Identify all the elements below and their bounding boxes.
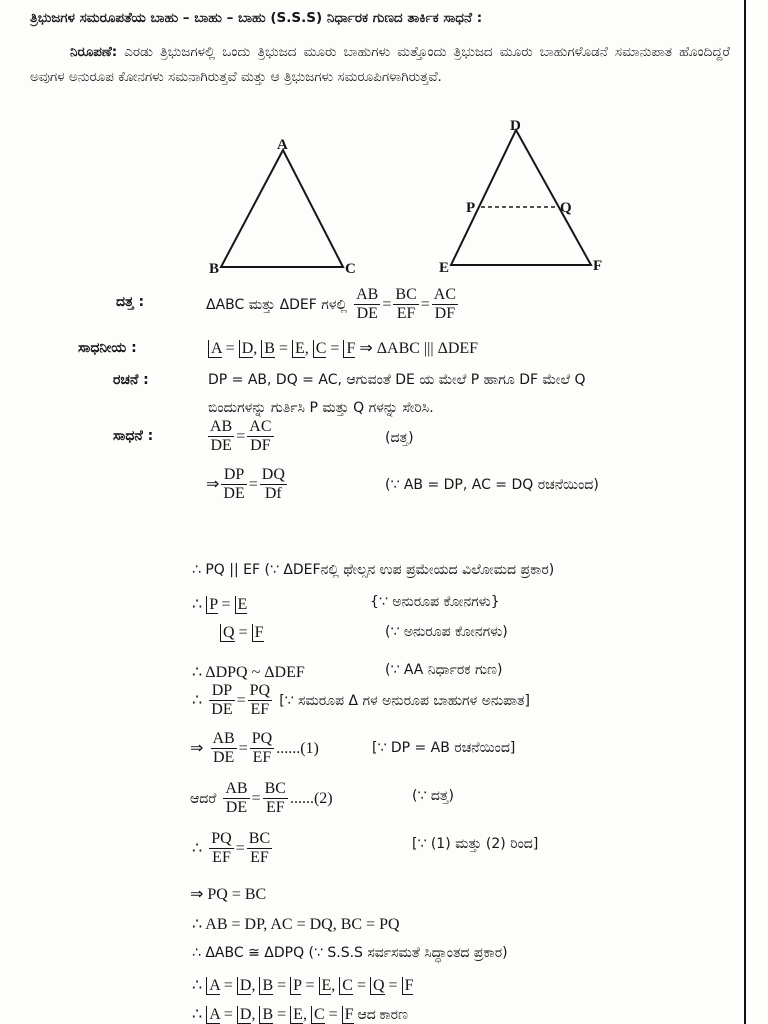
fraction: $\frac{AB}{DE}$ bbox=[212, 730, 235, 766]
fraction: $\frac{AB}{DE}$ bbox=[356, 286, 379, 322]
triangle-abc bbox=[209, 137, 356, 277]
point-p: P bbox=[466, 200, 476, 216]
given-label: ದತ್ತ : bbox=[116, 294, 145, 310]
fraction: $\frac{AC}{DF}$ bbox=[433, 286, 456, 322]
proof-step-4-reason: {∵ ಅನುರೂಪ ಕೋನಗಳು} bbox=[370, 594, 500, 610]
proof-step-6-reason: (∵ AA ನಿರ್ಧಾರಕ ಗುಣ) bbox=[385, 662, 503, 678]
statement-text: ಎರಡು ತ್ರಿಭುಜಗಳಲ್ಲಿ ಒಂದು ತ್ರಿಭುಜದ ಮೂರು ಬಾಹುಗಳು ಮತ್ತೊಂದು ತ್ರಿಭುಜದ ಮೂರು ಬಾಹುಗಳೊಡನೆ ಸಮಾನುಪಾತ ಹೊಂದಿದ್ದರೆ ಅವುಗಳ ಅನುರೂಪ ಕೋನಗಳು ಸಮನಾಗಿರುತ್ತವೆ ಮತ್ತು ಆ ತ್ರಿಭುಜಗಳು ಸಮರೂಪಿಗಳಾಗಿರುತ್ತವೆ. bbox=[30, 44, 730, 85]
proof-step-5: Q = F bbox=[220, 624, 264, 642]
given-text: ΔABC ಮತ್ತು ΔDEF ಗಳಲ್ಲಿ bbox=[206, 297, 348, 313]
fraction: $\frac{DP}{DE}$ bbox=[211, 682, 233, 718]
proof-step-2: ⇒ $\frac{DP}{DE}$ = $\frac{DQ}{Df}$ bbox=[206, 466, 285, 502]
proof-step-15: ∴ A = D, B = E, C = F ಆದ ಕಾರಣ bbox=[192, 1006, 408, 1023]
triangle-def bbox=[439, 118, 602, 276]
proof-step-7: ∴ $\frac{DP}{DE}$ = $\frac{PQ}{EF}$ [∵ ಸಮರೂಪ Δ ಗಳ ಅನುರೂಪ ಬಾಹುಗಳ ಅನುಪಾತ] bbox=[192, 682, 530, 718]
fraction: $\frac{DP}{DE}$ bbox=[223, 466, 245, 502]
statement-label: ನಿರೂಪಣೆ: bbox=[70, 44, 118, 60]
fraction: $\frac{AC}{DF}$ bbox=[249, 418, 272, 454]
vertex-d: D bbox=[510, 118, 521, 134]
given-line: ΔABC ಮತ್ತು ΔDEF ಗಳಲ್ಲಿ $\frac{AB}{DE}$ = $\frac{BC}{EF}$ = $\frac{AC}{DF}$ bbox=[206, 286, 456, 322]
proof-step-1-reason: (ದತ್ತ) bbox=[385, 430, 414, 446]
proof-step-8-reason: [∵ DP = AB ರಚನೆಯಿಂದ] bbox=[372, 740, 516, 756]
proof-step-6: ∴ ΔDPQ ~ ΔDEF bbox=[192, 664, 305, 681]
theorem-heading: ತ್ರಿಭುಜಗಳ ಸಮರೂಪತೆಯ ಬಾಹು – ಬಾಹು – ಬಾಹು (S.S.S) ನಿರ್ಧಾರಕ ಗುಣದ ತಾರ್ಕಿಕ ಸಾಧನೆ : bbox=[30, 10, 483, 26]
construction-line-1: DP = AB, DQ = AC, ಆಗುವಂತೆ DE ಯ ಮೇಲೆ P ಹಾಗೂ DF ಮೇಲೆ Q bbox=[208, 372, 586, 388]
proof-step-12: ∴ AB = DP, AC = DQ, BC = PQ bbox=[192, 916, 400, 933]
triangles-figure bbox=[0, 0, 768, 290]
to-prove-line: A = D, B = E, C = F ⇒ ΔABC ||| ΔDEF bbox=[208, 338, 478, 358]
vertex-b: B bbox=[209, 261, 220, 277]
fraction: $\frac{AB}{DE}$ bbox=[210, 418, 233, 454]
fraction: $\frac{BC}{EF}$ bbox=[264, 780, 286, 816]
point-q: Q bbox=[560, 200, 572, 216]
fraction: $\frac{DQ}{Df}$ bbox=[261, 466, 285, 502]
fraction: $\frac{BC}{EF}$ bbox=[248, 830, 271, 866]
construction-line-2: ಬಿಂದುಗಳನ್ನು ಗುರ್ತಿಸಿ P ಮತ್ತು Q ಗಳನ್ನು ಸೇರಿಸಿ. bbox=[208, 400, 434, 416]
proof-step-9-reason: (∵ ದತ್ತ) bbox=[412, 788, 454, 804]
construction-label: ರಚನೆ : bbox=[113, 372, 149, 388]
proof-step-14: ∴ A = D, B = P = E, C = Q = F bbox=[192, 977, 414, 994]
fraction: $\frac{AB}{DE}$ bbox=[225, 780, 248, 816]
proof-step-13: ∴ ΔABC ≅ ΔDPQ (∵ S.S.S ಸರ್ವಸಮತೆ ಸಿದ್ಧಾಂತದ ಪ್ರಕಾರ) bbox=[192, 945, 508, 961]
proof-step-10: ∴ $\frac{PQ}{EF}$ = $\frac{BC}{EF}$ bbox=[192, 830, 271, 866]
vertex-c: C bbox=[345, 261, 356, 277]
proof-step-3: ∴ PQ || EF (∵ ΔDEFನಲ್ಲಿ ಥೇಲ್ಸನ ಉಪ ಪ್ರಮೇಯದ ವಿಲೋಮದ ಪ್ರಕಾರ) bbox=[192, 562, 555, 578]
to-prove-label: ಸಾಧನೀಯ : bbox=[78, 340, 137, 356]
proof-step-10-reason: [∵ (1) ಮತ್ತು (2) ರಿಂದ] bbox=[412, 836, 539, 852]
proof-step-8: ⇒ $\frac{AB}{DE}$ = $\frac{PQ}{EF}$ ......(1) bbox=[190, 730, 319, 766]
proof-step-5-reason: (∵ ಅನುರೂಪ ಕೋನಗಳು) bbox=[385, 624, 508, 640]
fraction: $\frac{PQ}{EF}$ bbox=[211, 830, 232, 866]
proof-step-11: ⇒ PQ = BC bbox=[190, 886, 267, 903]
vertex-f: F bbox=[593, 258, 603, 274]
proof-step-9: ಆದರೆ $\frac{AB}{DE}$ = $\frac{BC}{EF}$ ......(2) bbox=[190, 780, 333, 816]
proof-step-4: ∴ P = E bbox=[192, 596, 248, 613]
vertex-a: A bbox=[277, 137, 288, 153]
fraction: $\frac{PQ}{EF}$ bbox=[249, 682, 271, 718]
fraction: $\frac{PQ}{EF}$ bbox=[251, 730, 273, 766]
proof-label: ಸಾಧನೆ : bbox=[113, 428, 154, 444]
proof-step-1: $\frac{AB}{DE}$ = $\frac{AC}{DF}$ bbox=[210, 418, 272, 454]
vertex-e: E bbox=[439, 260, 450, 276]
fraction: $\frac{BC}{EF}$ bbox=[395, 286, 417, 322]
proof-step-2-reason: (∵ AB = DP, AC = DQ ರಚನೆಯಿಂದ) bbox=[385, 477, 599, 493]
